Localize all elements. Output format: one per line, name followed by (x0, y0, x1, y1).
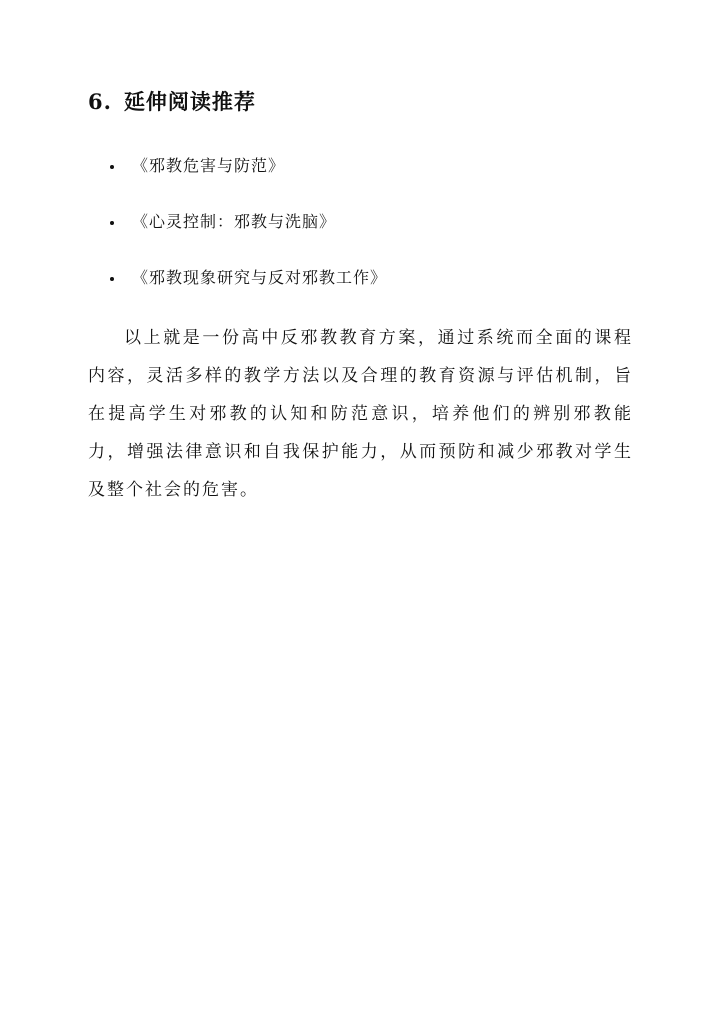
bullet-icon (110, 277, 114, 281)
reading-title: 《邪教危害与防范》 (132, 156, 286, 175)
summary-paragraph: 以上就是一份高中反邪教教育方案，通过系统而全面的课程内容，灵活多样的教学方法以及合理的教育资源与评估机制，旨在提高学生对邪教的认知和防范意识，培养他们的辨别邪教能力，增强法律意识和自我保护能力，从而预防和减少邪教对学生及整个社会的危害。 (88, 328, 633, 500)
section-title: 延伸阅读推荐 (123, 89, 256, 114)
bullet-icon (110, 165, 114, 169)
reading-title: 《心灵控制：邪教与洗脑》 (132, 212, 337, 231)
reading-title: 《邪教现象研究与反对邪教工作》 (132, 268, 388, 287)
section-number: 6. (88, 89, 112, 114)
bullet-icon (110, 221, 114, 225)
section-heading (88, 86, 256, 118)
